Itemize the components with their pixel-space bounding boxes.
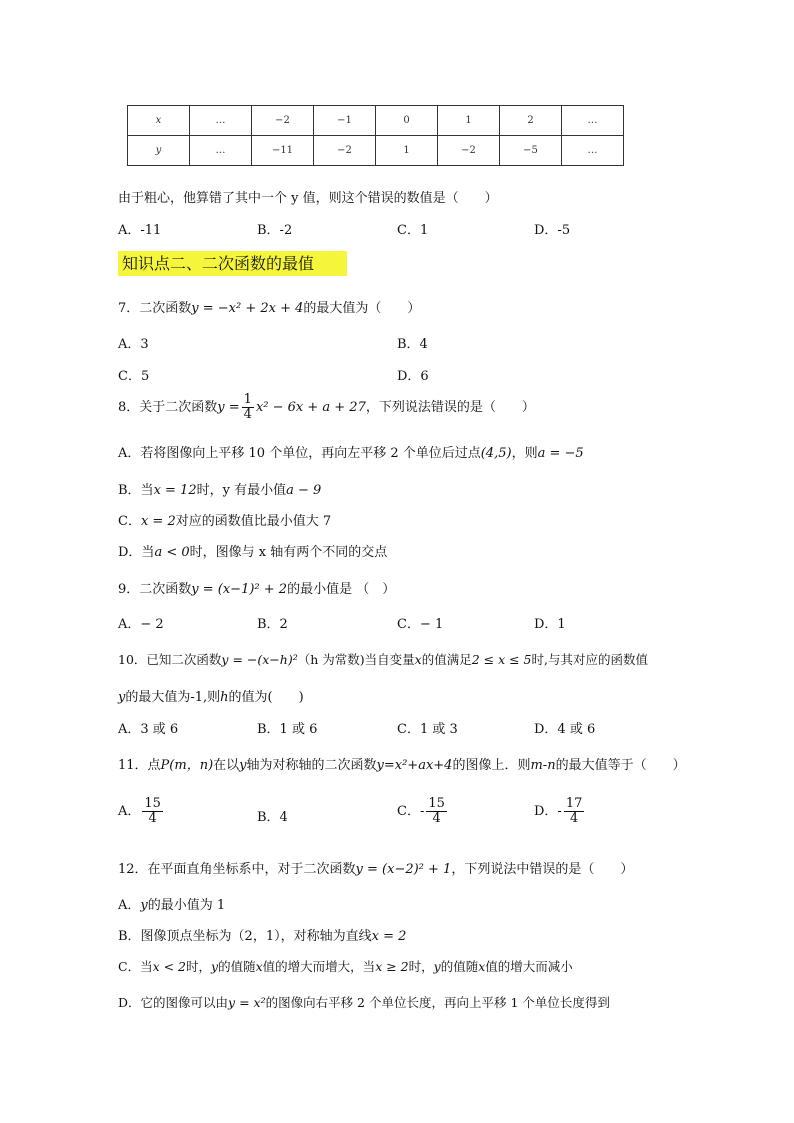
- q9-stem: [118, 578, 395, 597]
- section-title: 知识点二、二次函数的最值: [118, 251, 347, 276]
- q10-option-d: D．4 或 6: [534, 722, 596, 737]
- q11-opt-a-den: 4: [148, 811, 157, 826]
- q7-stem: [118, 297, 420, 316]
- q12-formula: y = (x−2)² + 1: [355, 862, 452, 877]
- q11-opt-c-fraction: [426, 797, 447, 826]
- q6-option-b: B．-2: [257, 223, 293, 238]
- q10-line2-var: y: [118, 690, 126, 705]
- q11-opt-a-num: 15: [144, 796, 161, 811]
- q11-opt-d-den: 4: [569, 811, 579, 826]
- q10-line2-h: h: [220, 690, 229, 705]
- q8-frac-den: 4: [243, 407, 252, 422]
- q8-prefix: 8．关于二次函数: [118, 400, 218, 415]
- q12-opt-c-text6: 的值随: [440, 959, 479, 974]
- q8-suffix: ，下列说法错误的是（ ）: [365, 400, 535, 415]
- q11-opt-d-label: D．-: [534, 804, 562, 819]
- q7-suffix: 的最大值为（ ）: [303, 301, 421, 316]
- table-cell: −2: [438, 136, 500, 166]
- q10-prefix: 10．已知二次函数: [118, 652, 222, 667]
- q11-opt-c-den: 4: [432, 811, 441, 826]
- table-row: [128, 106, 624, 136]
- q12-opt-c-cond1: x < 2: [152, 959, 187, 974]
- q10-stem-line1: [118, 650, 648, 668]
- q8-opt-a-text1: A．若将图像向上平移 10 个单位，再向左平移 2 个单位后过点: [118, 446, 481, 461]
- table-cell: x: [128, 106, 190, 136]
- q12-opt-c-y2: y: [433, 959, 441, 974]
- q11-point: P(m，n): [160, 758, 214, 773]
- q12-option-d: [118, 993, 610, 1011]
- q10-stem-line2: [118, 686, 304, 705]
- q11-formula: y=x²+ax+4: [376, 758, 453, 773]
- table-cell: 1: [438, 106, 500, 136]
- table-row: [128, 136, 624, 166]
- table-cell: −11: [252, 136, 314, 166]
- q8-opt-d-eq: a < 0: [154, 545, 190, 560]
- table-cell: 0: [376, 106, 438, 136]
- q9-formula: y = (x−1)² + 2: [191, 582, 288, 597]
- q10-line2-tail: 的值为( ): [228, 690, 304, 705]
- q10-var-x: x: [414, 652, 422, 667]
- q11-prefix: 11．点: [118, 758, 161, 773]
- table-cell: −2: [314, 136, 376, 166]
- q9-option-a: A．− 2: [118, 617, 164, 632]
- q12-opt-c-text4: 值的增大而增大，当: [262, 959, 376, 974]
- q12-opt-c-text2: 时，: [186, 959, 212, 974]
- q9-suffix: 的最小值是 （ ）: [287, 582, 396, 597]
- q11-option-d: [534, 797, 586, 826]
- q7-option-c: C．5: [118, 369, 150, 384]
- q7-option-d: D．6: [397, 369, 429, 384]
- q9-option-d: D．1: [534, 617, 566, 632]
- q12-opt-c-text1: C．当: [118, 959, 153, 974]
- q8-option-b: [118, 479, 321, 498]
- q11-suffix: 的最大值等于（ ）: [555, 758, 686, 773]
- q8-opt-d-text1: D．当: [118, 545, 155, 560]
- q12-opt-d-text2: 的图像向右平移 2 个单位长度，再向上平移 1 个单位长度得到: [265, 995, 610, 1010]
- q6-option-a: A．-11: [118, 223, 162, 238]
- q12-suffix: ，下列说法中错误的是（ ）: [451, 862, 634, 877]
- q11-opt-d-fraction: [564, 797, 585, 826]
- q7-formula: y = −x² + 2x + 4: [191, 301, 304, 316]
- q6-option-c: C．1: [397, 223, 429, 238]
- q12-opt-c-x1: x: [255, 959, 263, 974]
- q12-option-c: [118, 957, 573, 975]
- q12-option-a: [118, 894, 225, 913]
- table-cell: −5: [500, 136, 562, 166]
- q8-fraction: [242, 393, 254, 422]
- q8-opt-c-text2: 对应的函数值比最小值大 7: [175, 514, 332, 529]
- q11-mid: 在以: [213, 758, 240, 773]
- q10-mid1: （h 为常数): [297, 652, 365, 667]
- q12-opt-d-eq: y = x²: [228, 995, 266, 1010]
- q7-option-b: B．4: [397, 337, 428, 352]
- q11-option-a: [118, 797, 165, 826]
- q12-opt-c-text5: 时，: [408, 959, 434, 974]
- q8-frac-num: 1: [243, 392, 252, 407]
- q8-opt-a-point: (4,5): [480, 446, 512, 461]
- q12-opt-a-text2: 的最小值为 1: [147, 898, 226, 913]
- q6-text: 由于粗心，他算错了其中一个 y 值，则这个错误的数值是（ ）: [118, 191, 498, 206]
- q11-option-c: [397, 797, 449, 826]
- q12-opt-c-text7: 值的增大而减小: [485, 959, 573, 974]
- q10-range: 2 ≤ x ≤ 5: [471, 652, 532, 667]
- q12-opt-c-y1: y: [211, 959, 219, 974]
- q11-option-b: B．4: [257, 810, 288, 825]
- q8-opt-b-text1: B．当: [118, 483, 154, 498]
- table-cell: −1: [314, 106, 376, 136]
- q12-prefix: 12．在平面直角坐标系中，对于二次函数: [118, 862, 356, 877]
- q10-mid3: 的值满足: [421, 652, 472, 667]
- q8-opt-b-val: a − 9: [286, 483, 322, 498]
- q12-opt-a-text1: A．: [118, 898, 141, 913]
- q8-opt-a-eq: a = −5: [537, 446, 584, 461]
- q10-mid4: 时,与其对应的函数值: [531, 652, 648, 667]
- q8-opt-c-text1: C．: [118, 514, 141, 529]
- q9-option-c: C．− 1: [397, 617, 444, 632]
- table-cell: …: [562, 106, 624, 136]
- table-cell: …: [190, 106, 252, 136]
- q12-stem: [118, 858, 633, 877]
- q8-option-c: [118, 510, 331, 529]
- q6-option-d: D．-5: [534, 223, 571, 238]
- q8-y-eq: y =: [217, 400, 240, 415]
- q12-opt-b-text1: B．图像顶点坐标为（2，1），对称轴为直线: [118, 929, 372, 944]
- q12-opt-c-x2: x: [478, 959, 486, 974]
- q9-prefix: 9．二次函数: [118, 582, 192, 597]
- q12-opt-d-text1: D．它的图像可以由: [118, 995, 229, 1010]
- table-cell: y: [128, 136, 190, 166]
- q10-formula: y = −(x−h)²: [221, 652, 298, 667]
- q8-option-d: [118, 541, 387, 560]
- q10-option-b: B．1 或 6: [257, 722, 318, 737]
- table-cell: 2: [500, 106, 562, 136]
- value-table: [127, 105, 624, 166]
- q11-axis: y: [239, 758, 247, 773]
- q11-mid3: 的图像上．则: [452, 758, 531, 773]
- q8-opt-b-eq: x = 12: [153, 483, 197, 498]
- q8-stem: [118, 393, 535, 422]
- q12-opt-c-cond2: x ≥ 2: [375, 959, 409, 974]
- q11-mid2: 轴为对称轴的二次函数: [246, 758, 377, 773]
- q11-opt-d-num: 17: [565, 796, 583, 811]
- q11-opt-a-fraction: [142, 797, 163, 826]
- q10-option-a: A．3 或 6: [118, 722, 179, 737]
- q11-opt-c-num: 15: [428, 796, 445, 811]
- q11-opt-c-label: C．-: [397, 804, 425, 819]
- q11-expr: m-n: [530, 758, 556, 773]
- table-cell: …: [562, 136, 624, 166]
- q8-opt-d-text2: 时，图像与 x 轴有两个不同的交点: [189, 545, 388, 560]
- q8-opt-c-eq: x = 2: [140, 514, 176, 529]
- q7-option-a: A．3: [118, 337, 149, 352]
- q12-opt-c-text3: 的值随: [218, 959, 256, 974]
- q10-line2-text: 的最大值为-1,则: [125, 690, 221, 705]
- q10-mid2: 当自变量: [364, 652, 415, 667]
- q12-opt-b-eq: x = 2: [371, 929, 407, 944]
- q10-option-c: C．1 或 3: [397, 722, 458, 737]
- q12-option-b: [118, 925, 406, 944]
- q12-opt-a-var: y: [140, 898, 148, 913]
- q8-option-a: [118, 442, 584, 461]
- q8-formula-tail: x² − 6x + a + 27: [255, 400, 366, 415]
- q11-stem: [118, 754, 686, 773]
- q8-opt-b-text2: 时，y 有最小值: [196, 483, 287, 498]
- table-cell: −2: [252, 106, 314, 136]
- q9-option-b: B．2: [257, 617, 288, 632]
- q8-opt-a-text2: ，则: [511, 446, 538, 461]
- q7-prefix: 7．二次函数: [118, 301, 192, 316]
- table-cell: 1: [376, 136, 438, 166]
- table-cell: …: [190, 136, 252, 166]
- q11-opt-a-label: A．: [118, 804, 141, 819]
